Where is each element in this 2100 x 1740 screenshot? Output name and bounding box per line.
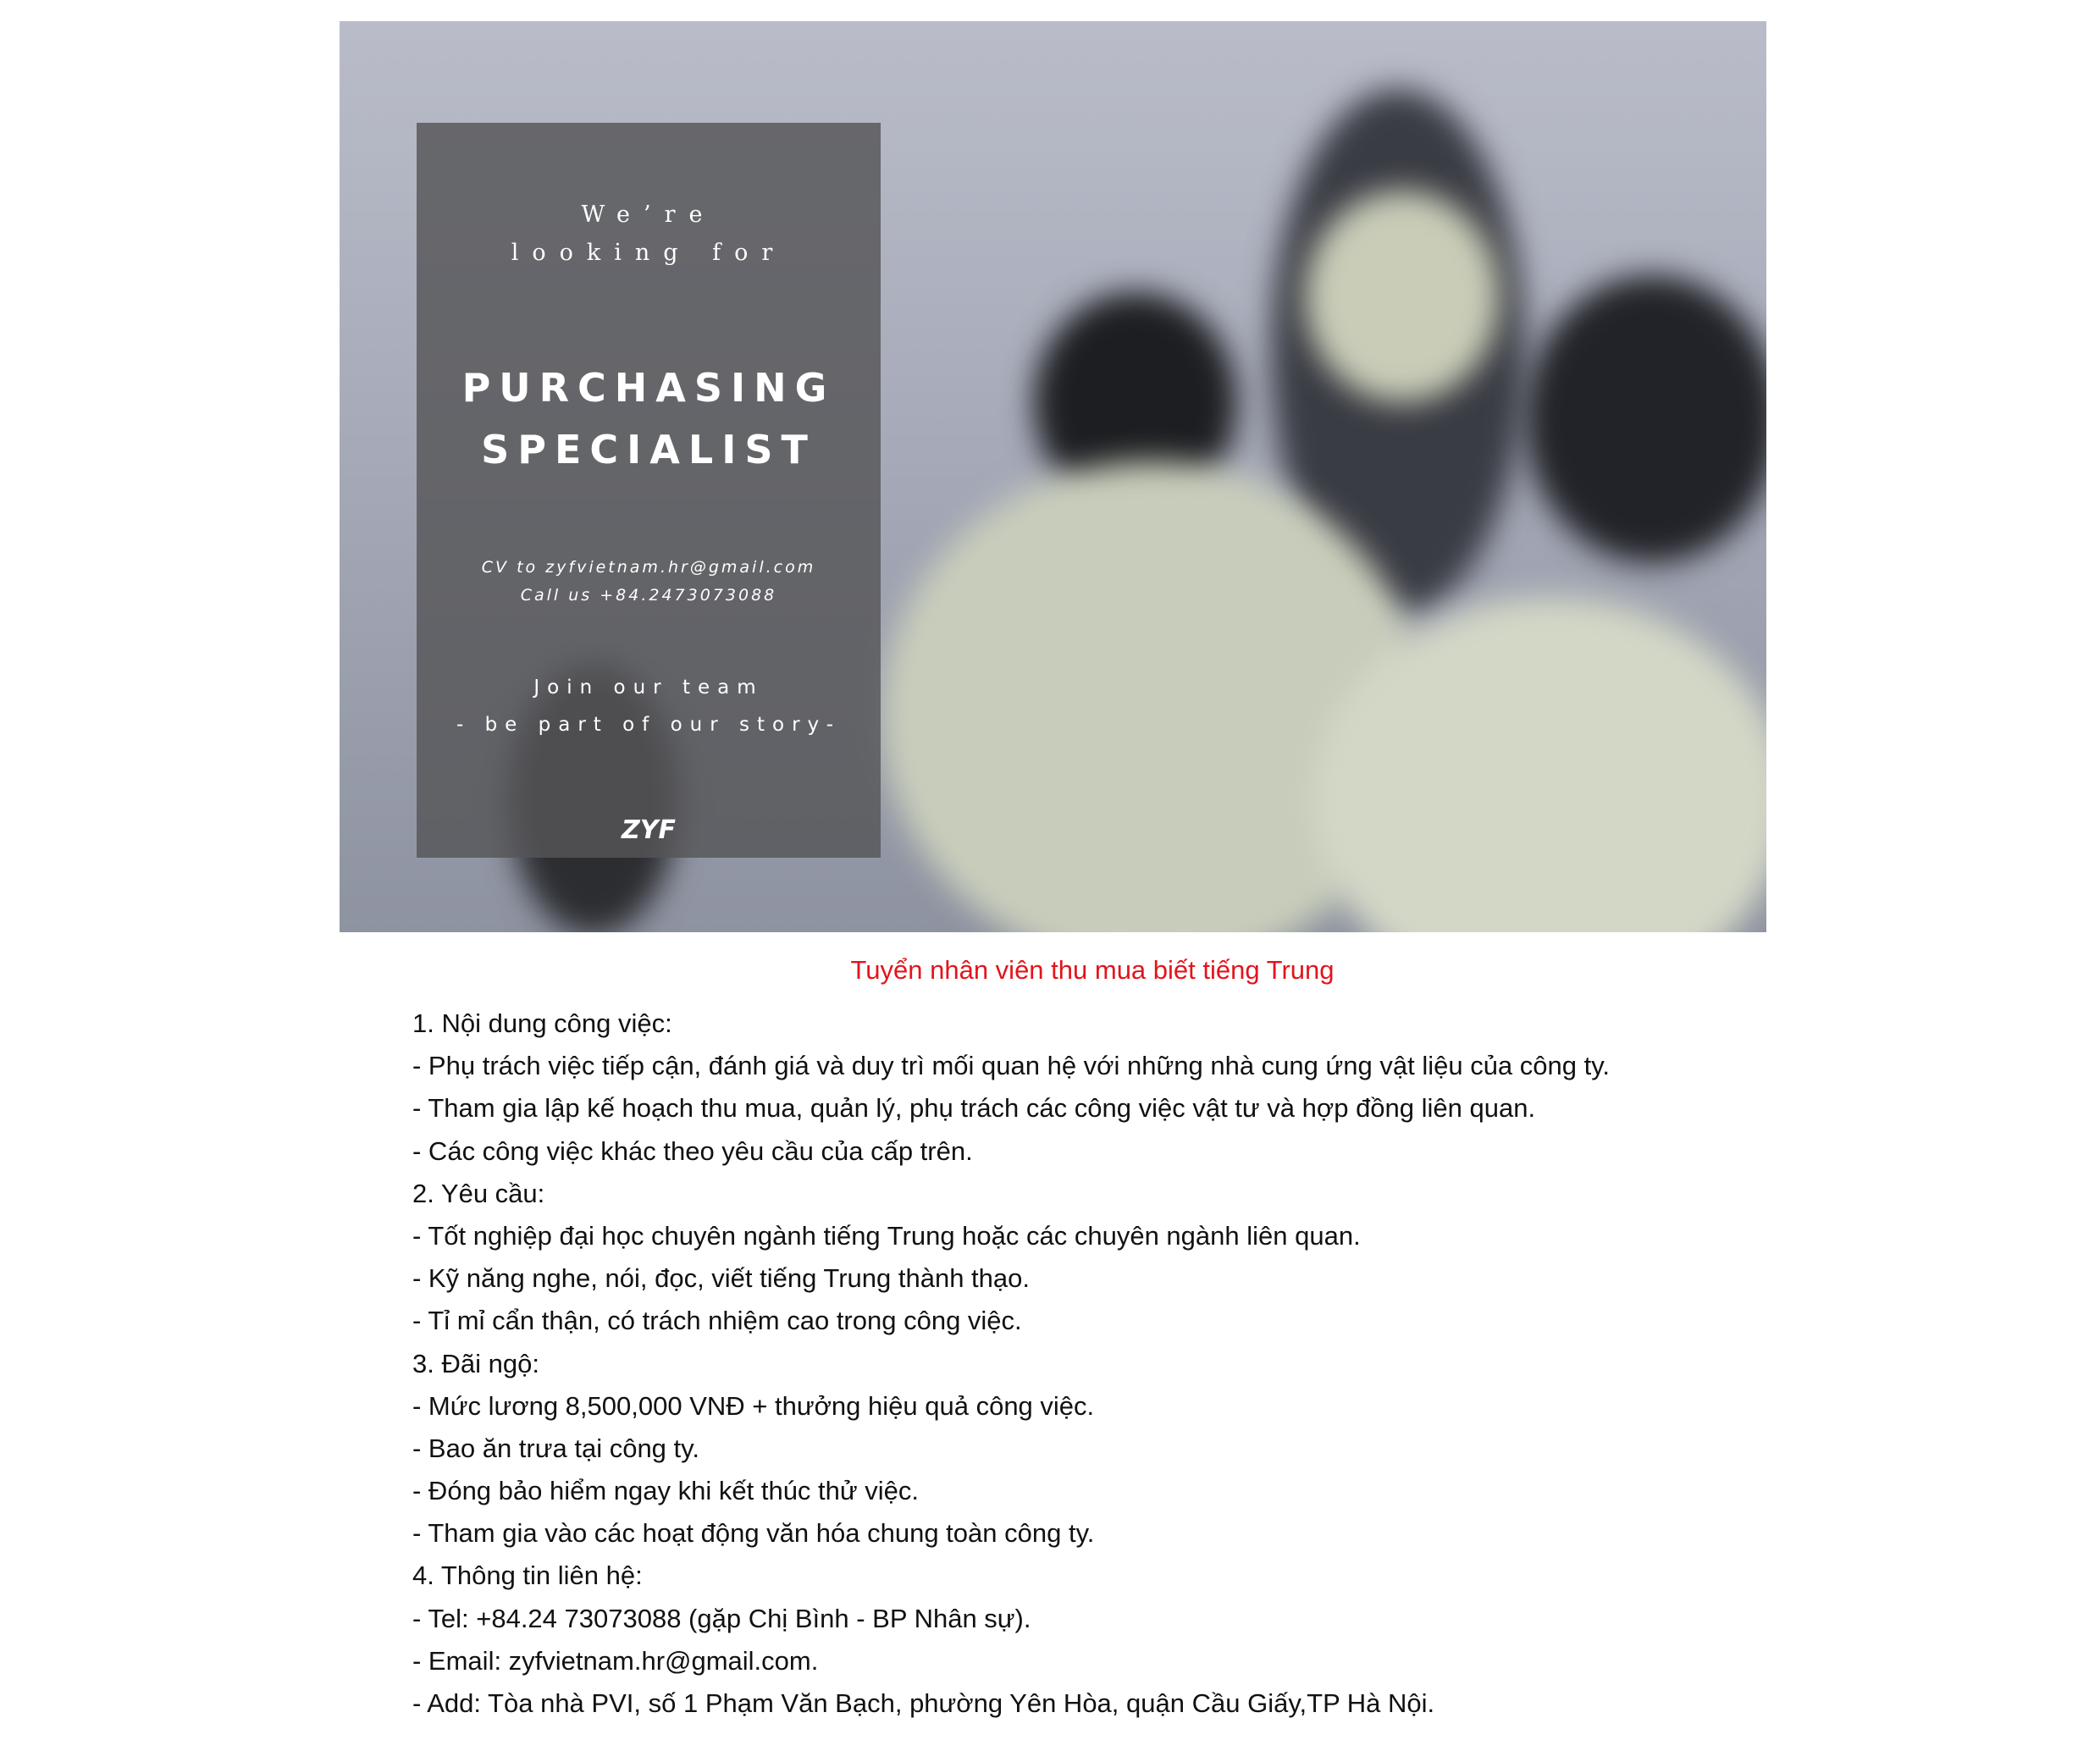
zyf-logo: ZYF	[622, 815, 676, 845]
join-line-2: - be part of our story-	[456, 714, 842, 736]
photo-vest-standing	[1305, 191, 1500, 402]
list-item: - Email: zyfvietnam.hr@gmail.com.	[412, 1645, 819, 1676]
list-item: - Bao ăn trưa tại công ty.	[412, 1433, 699, 1463]
job-headline: Tuyển nhân viên thu mua biết tiếng Trung	[850, 955, 1335, 985]
list-item: - Tham gia vào các hoạt động văn hóa chung toàn công ty.	[412, 1518, 1095, 1549]
list-item: - Phụ trách việc tiếp cận, đánh giá và duy trì mối quan hệ với những nhà cung ứng vật liệu của công ty.	[412, 1051, 1611, 1081]
call-line: Call us +84.2473073088	[520, 586, 777, 605]
list-item: - Tham gia lập kế hoạch thu mua, quản lý, phụ trách các công việc vật tư và hợp đồng liên quan.	[412, 1093, 1536, 1124]
photo-head-2	[1525, 275, 1766, 563]
join-line-1: Join our team	[533, 677, 764, 699]
list-item: - Tốt nghiệp đại học chuyên ngành tiếng Trung hoặc các chuyên ngành liên quan.	[412, 1220, 1361, 1251]
job-description	[412, 1006, 1610, 1728]
list-item: - Các công việc khác theo yêu cầu của cấp trên.	[412, 1135, 973, 1166]
cv-email-line: CV to zyfvietnam.hr@gmail.com	[481, 558, 816, 577]
list-item: - Kỹ năng nghe, nói, đọc, viết tiếng Trung thành thạo.	[412, 1263, 1030, 1294]
intro-line-1: We’re	[581, 202, 716, 228]
intro-line-2: looking for	[511, 240, 787, 266]
section-heading: 4. Thông tin liên hệ:	[412, 1560, 643, 1591]
list-item: - Add: Tòa nhà PVI, số 1 Phạm Văn Bạch, phường Yên Hòa, quận Cầu Giấy,TP Hà Nội.	[412, 1688, 1435, 1718]
section-heading: 3. Đãi ngộ:	[412, 1348, 539, 1378]
list-item: - Tỉ mỉ cẩn thận, có trách nhiệm cao trong công việc.	[412, 1306, 1022, 1336]
poster-overlay	[417, 123, 881, 858]
section-heading: 1. Nội dung công việc:	[412, 1008, 672, 1038]
section-heading: 2. Yêu cầu:	[412, 1178, 545, 1208]
list-item: - Đóng bảo hiểm ngay khi kết thúc thử việc.	[412, 1476, 920, 1506]
role-title-line-1: PURCHASING	[461, 365, 836, 411]
role-title-line-2: SPECIALIST	[481, 427, 816, 472]
list-item: - Tel: +84.24 73073088 (gặp Chị Bình - BP Nhân sự).	[412, 1603, 1031, 1633]
list-item: - Mức lương 8,500,000 VNĐ + thưởng hiệu quả công việc.	[412, 1390, 1095, 1421]
